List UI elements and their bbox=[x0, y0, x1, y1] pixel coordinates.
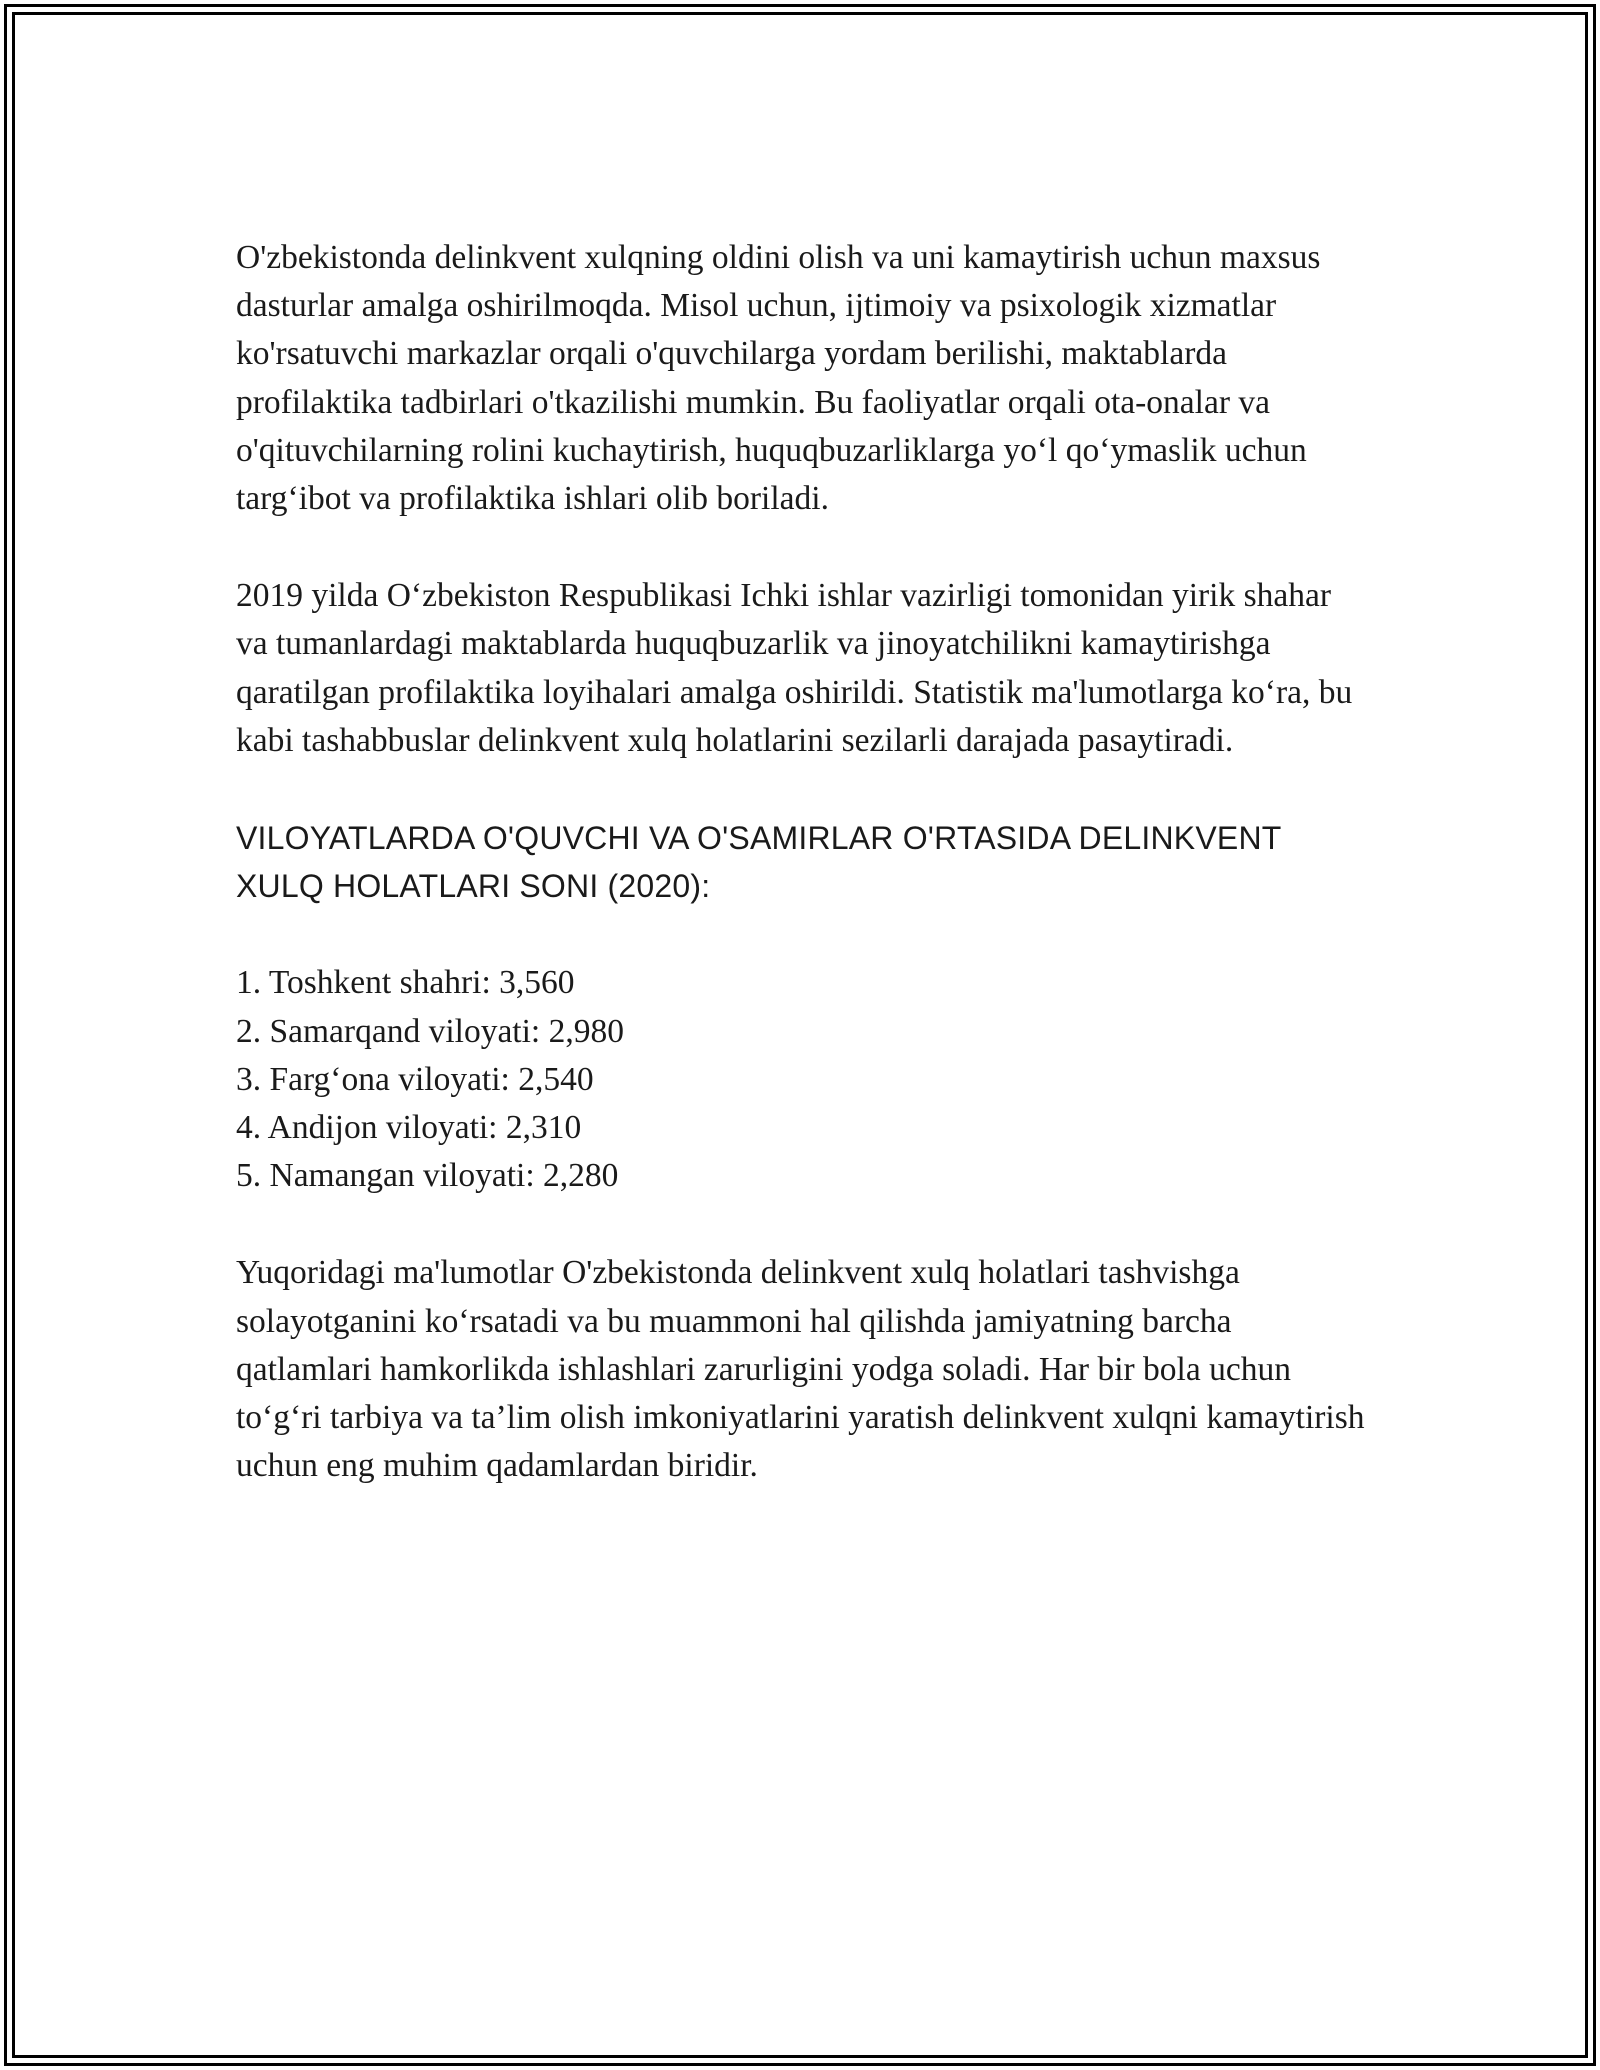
region-stats-list bbox=[236, 959, 1366, 1200]
list-item: 5. Namangan viloyati: 2,280 bbox=[236, 1157, 619, 1195]
paragraph-intro: O'zbekistonda delinkvent xulqning oldini olish va uni kamaytirish uchun maxsus dasturlar amalga oshirilmoqda. Misol uchun, ijtimoiy va psixologik xizmatlar ko'rsatuvchi markazlar orqali o'quvchilarga yordam berilishi, maktablarda profilaktika tadbirlari o'tkazilishi mumkin. Bu faoliyatlar orqali ota-onalar va o'qituvchilarning rolini kuchaytirish, huquqbuzarliklarga yo‘l qo‘ymaslik uchun targ‘ibot va profilaktika ishlari olib boriladi. bbox=[236, 239, 1321, 518]
document-body bbox=[236, 234, 1366, 1539]
list-item: 3. Farg‘ona viloyati: 2,540 bbox=[236, 1060, 594, 1098]
list-item: 2. Samarqand viloyati: 2,980 bbox=[236, 1012, 624, 1050]
section-heading: VILOYATLARDA O'QUVCHI VA O'SAMIRLAR O'RTASIDA DELINKVENT XULQ HOLATLARI SONI (2020): bbox=[236, 820, 1281, 905]
list-item: 4. Andijon viloyati: 2,310 bbox=[236, 1109, 582, 1147]
list-item: 1. Toshkent shahri: 3,560 bbox=[236, 964, 575, 1002]
paragraph-2019-projects: 2019 yilda O‘zbekiston Respublikasi Ichki ishlar vazirligi tomonidan yirik shahar va tumanlardagi maktablarda huquqbuzarlik va jinoyatchilikni kamaytirishga qaratilgan profilaktika loyihalari amalga oshirildi. Statistik ma'lumotlarga ko‘ra, bu kabi tashabbuslar delinkvent xulq holatlarini sezilarli darajada pasaytiradi. bbox=[236, 577, 1353, 759]
paragraph-conclusion: Yuqoridagi ma'lumotlar O'zbekistonda delinkvent xulq holatlari tashvishga solayotganini ko‘rsatadi va bu muammoni hal qilishda jamiyatning barcha qatlamlari hamkorlikda ishlashlari zarurligini yodga soladi. Har bir bola uchun to‘g‘ri tarbiya va ta’lim olish imkoniyatlarini yaratish delinkvent xulqni kamaytirish uchun eng muhim qadamlardan biridir. bbox=[236, 1254, 1365, 1485]
